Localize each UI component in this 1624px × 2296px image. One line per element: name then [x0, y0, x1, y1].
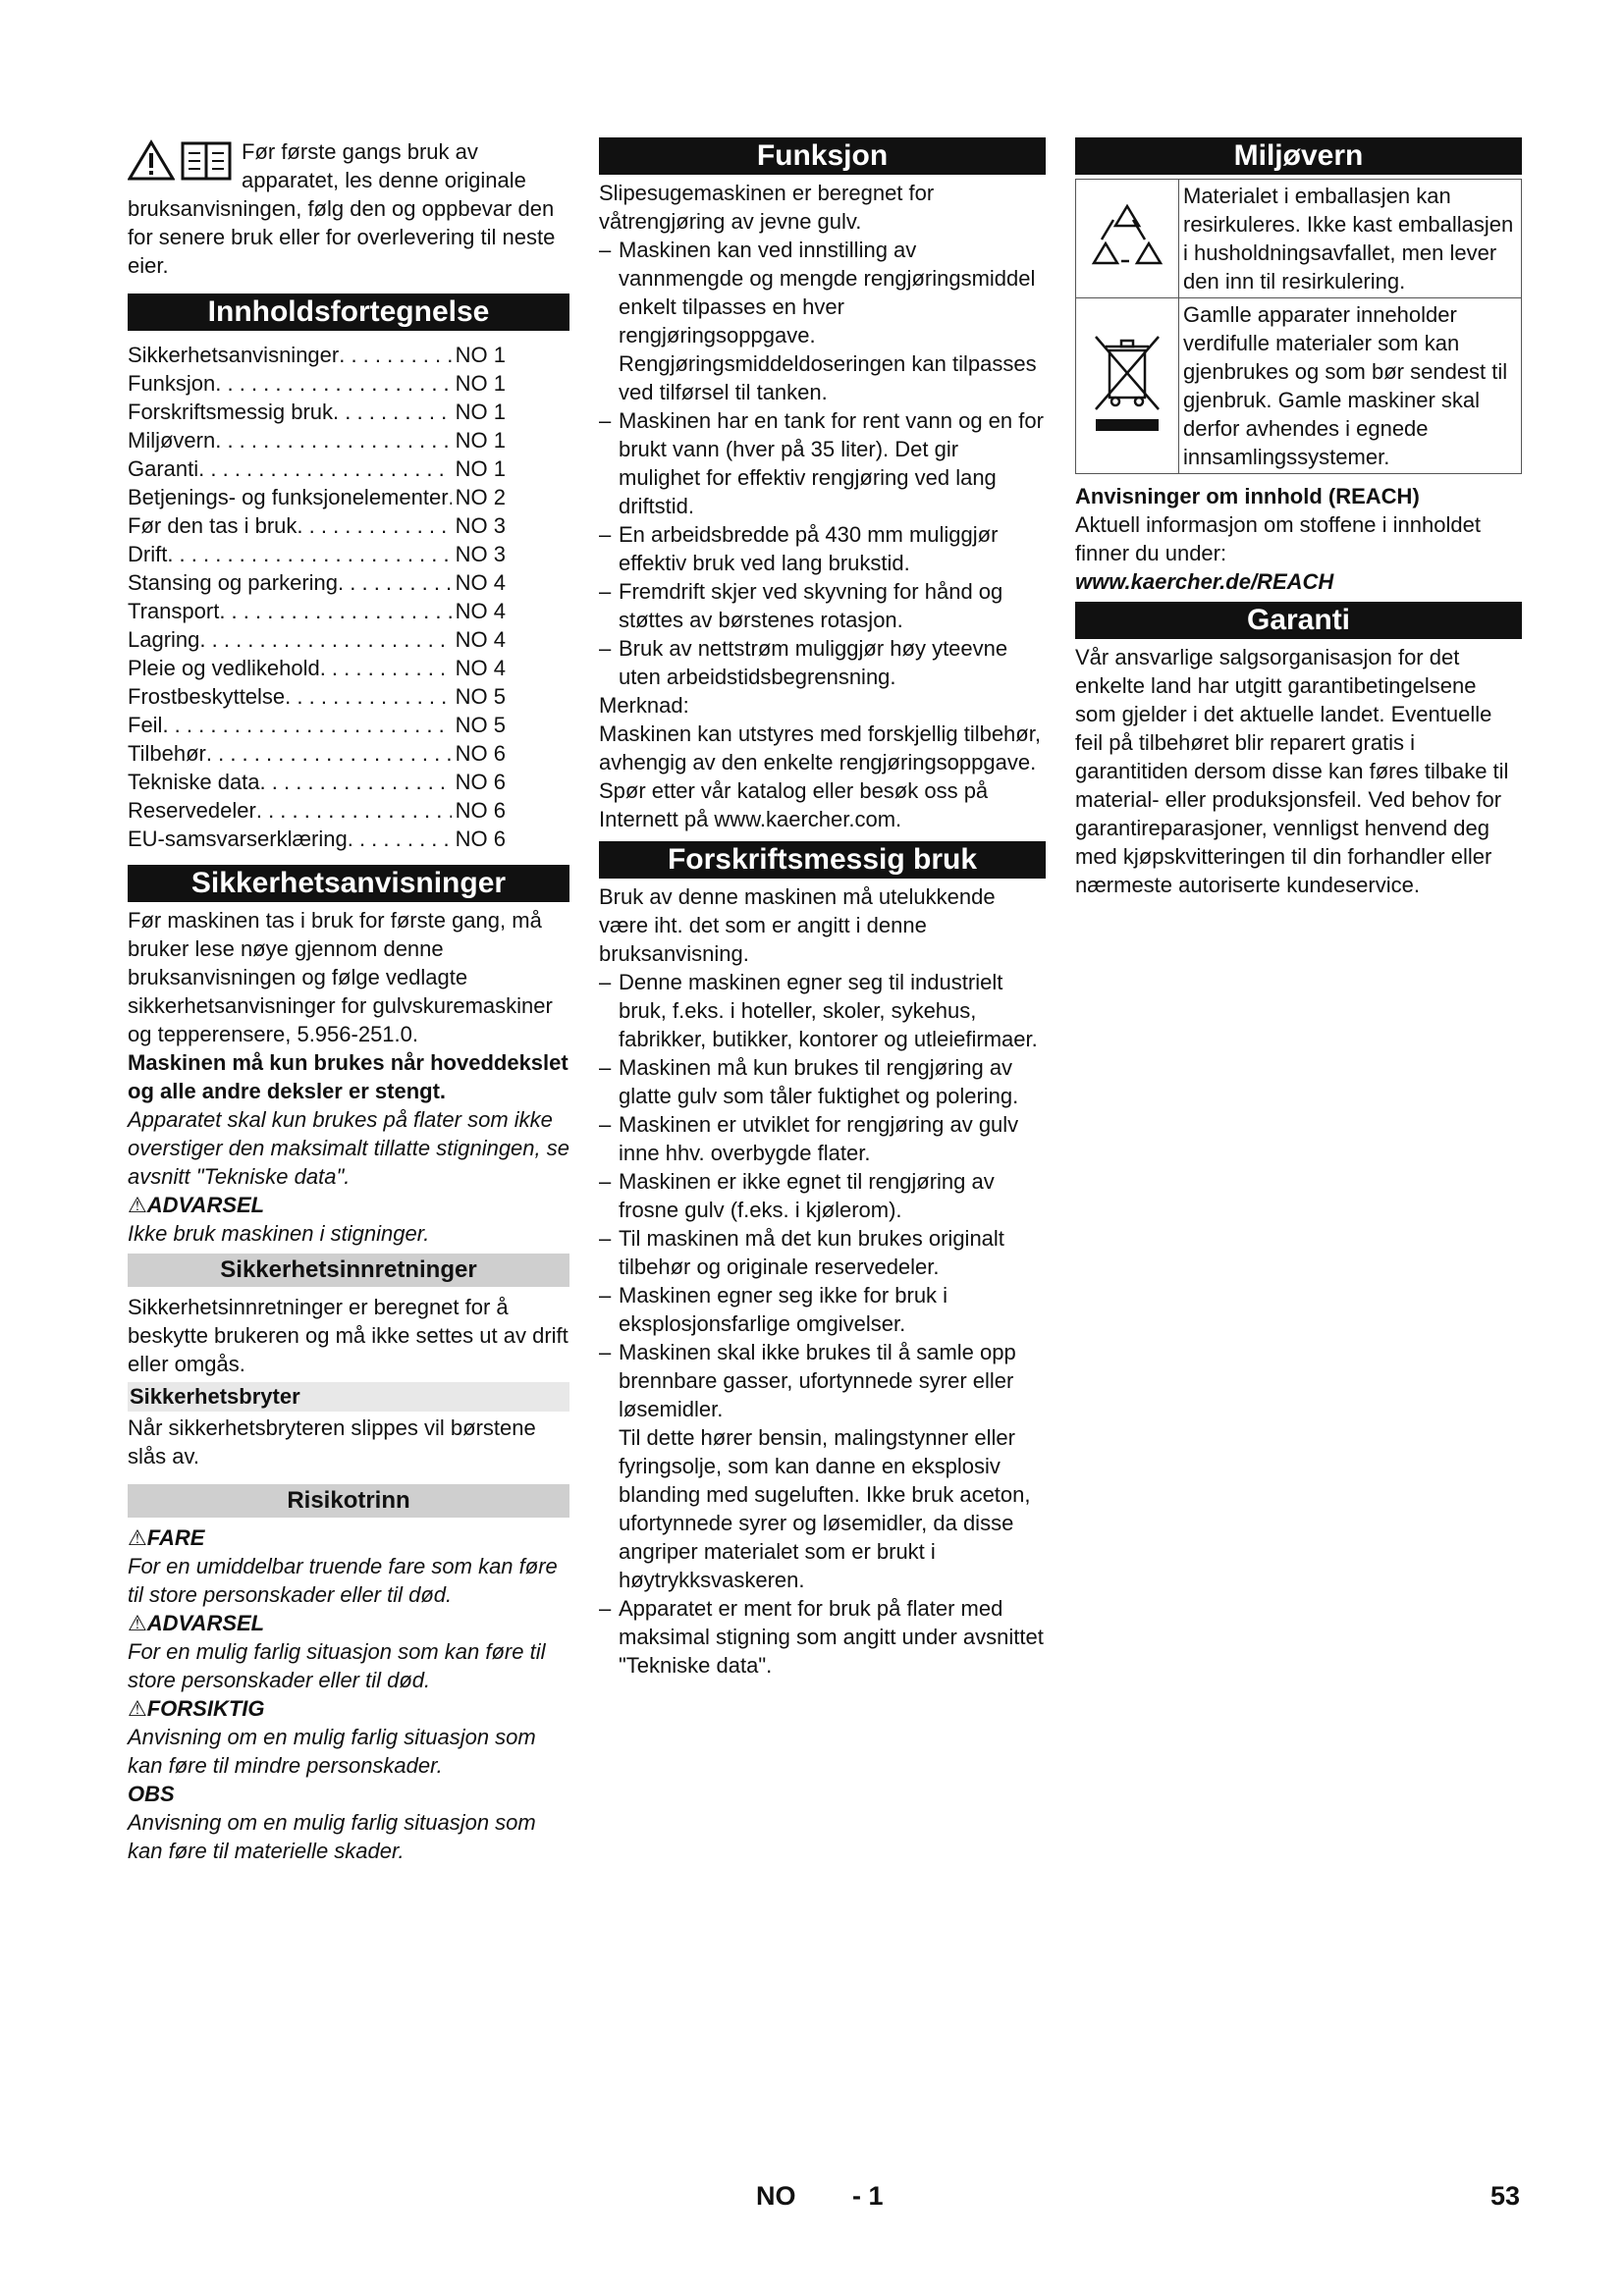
toc-item[interactable]: [128, 341, 506, 369]
weee-icon-cell: [1076, 298, 1179, 474]
intro-text: Før første gangs bruk av apparatet, les denne originale bruksanvisningen, følg den og oppbevar den for senere bruk eller for overlevering til neste eier.: [128, 139, 556, 278]
function-note-text: Maskinen kan utstyres med forskjellig tilbehør, avhengig av den enkelte rengjøringsoppgave.: [599, 721, 1041, 774]
toc-item-page: NO 6: [455, 827, 506, 851]
recycle-icon-cell: [1076, 180, 1179, 298]
toc-item-page: NO 6: [455, 741, 506, 766]
toc-item-title: Garanti: [128, 456, 199, 481]
weee-text: Gamlle apparater inneholder verdifulle materialer som kan gjenbrukes og som bør sendest til gjenbruk. Gamle maskiner skal derfor avhendes i egnede innsamlingssystemer.: [1179, 298, 1522, 474]
risk-heading: Risikotrinn: [128, 1484, 569, 1518]
toc-dot-leader: [260, 768, 452, 796]
toc-item[interactable]: [128, 739, 506, 768]
function-heading: Funksjon: [599, 137, 1046, 175]
list-item: – Til maskinen må det kun brukes originalt tilbehør og originale reservedeler.: [599, 1224, 1046, 1281]
toc-item[interactable]: [128, 768, 506, 796]
warning-small-icon: ⚠: [128, 1696, 147, 1721]
toc-item-page: NO 1: [455, 371, 506, 396]
column-left: [128, 137, 569, 1865]
toc-dot-leader: [198, 454, 451, 483]
warning-small-icon: ⚠: [128, 1193, 147, 1217]
toc-item-title: Før den tas i bruk: [128, 513, 298, 538]
toc-item-title: EU-samsvarserklæring: [128, 827, 348, 851]
toc-item[interactable]: [128, 654, 506, 682]
warranty-heading: Garanti: [1075, 602, 1522, 639]
list-item: – Maskinen må kun brukes til rengjøring av glatte gulv som tåler fuktighet og polering.: [599, 1053, 1046, 1110]
toc-heading: Innholdsfortegnelse: [128, 294, 569, 331]
toc-item-title: Tilbehør: [128, 741, 206, 766]
warning-small-icon: ⚠: [128, 1611, 147, 1635]
function-note-label: Merknad:: [599, 693, 689, 718]
toc-item[interactable]: [128, 483, 506, 511]
toc-item-title: Lagring: [128, 627, 200, 652]
function-bullets: [599, 236, 1046, 691]
toc-item-title: Betjenings- og funksjonelementer: [128, 485, 449, 509]
recycle-icon: [1088, 196, 1166, 275]
toc-item-title: Sikkerhetsanvisninger: [128, 343, 340, 367]
list-item: – Maskinen har en tank for rent vann og en for brukt vann (hver på 35 liter). Det gir mulighet for effektiv rengjøring ved lang driftstid.: [599, 406, 1046, 520]
toc-item-page: NO 3: [455, 542, 506, 566]
toc-dot-leader: [206, 739, 452, 768]
function-intro: Slipesugemaskinen er beregnet for våtrengjøring av jevne gulv.: [599, 181, 935, 234]
warning-triangle-icon: [128, 139, 175, 181]
toc-item-page: NO 1: [455, 343, 506, 367]
toc-dot-leader: [297, 511, 451, 540]
safety-switch-text: Når sikkerhetsbryteren slippes vil børstene slås av.: [128, 1415, 536, 1468]
toc-item[interactable]: [128, 511, 506, 540]
toc-item-title: Feil: [128, 713, 163, 737]
toc-item-page: NO 1: [455, 400, 506, 424]
toc-item-title: Funksjon: [128, 371, 216, 396]
toc-item[interactable]: [128, 625, 506, 654]
safety-bold-note: Maskinen må kun brukes når hoveddekslet og alle andre deksler er stengt.: [128, 1050, 568, 1103]
toc-item[interactable]: [128, 597, 506, 625]
toc-item-page: NO 6: [455, 770, 506, 794]
toc-dot-leader: [199, 625, 451, 654]
intro-block: [128, 137, 569, 280]
warranty-text: Vår ansvarlige salgsorganisasjon for det enkelte land har utgitt garantibetingelsene som gjelder i det aktuelle landet. Eventuelle feil på tilbehøret blir reparert gratis i garantitiden dersom disse kan føres tilbake til material- eller produksjonsfeil. Ved behov for garantireparasjoner, vennligst henvend deg med kjøpskvitteringen til din forhandler eller nærmeste autoriserte kundeservice.: [1075, 645, 1509, 897]
risk-levels: [128, 1523, 569, 1865]
toc-item-title: Pleie og vedlikehold: [128, 656, 320, 680]
toc-item-page: NO 4: [455, 656, 506, 680]
toc-dot-leader: [167, 540, 451, 568]
safety-devices-heading: Sikkerhetsinnretninger: [128, 1254, 569, 1287]
warning-small-icon: ⚠: [128, 1525, 147, 1550]
toc-item[interactable]: [128, 682, 506, 711]
toc-dot-leader: [348, 825, 452, 853]
toc-dot-leader: [215, 369, 451, 398]
list-item: – Maskinen kan ved innstilling av vannmengde og mengde rengjøringsmiddel enkelt tilpasses en hver rengjøringsoppgave. Rengjøringsmiddeldoseringen kan tilpasses ved tilførsel til tanken.: [599, 236, 1046, 406]
toc-item-title: Forskriftsmessig bruk: [128, 400, 334, 424]
toc-item-page: NO 4: [455, 570, 506, 595]
toc-item-title: Stansing og parkering: [128, 570, 339, 595]
toc-dot-leader: [285, 682, 451, 711]
toc-item-title: Reservedeler: [128, 798, 256, 823]
risk-level-text: For en umiddelbar truende fare som kan føre til store personskader eller til død.: [128, 1554, 558, 1607]
toc-list: [128, 341, 506, 853]
risk-level-label: ⚠ADVARSEL: [128, 1611, 265, 1635]
intended-use-heading: Forskriftsmessig bruk: [599, 841, 1046, 879]
list-item: – Denne maskinen egner seg til industrielt bruk, f.eks. i hoteller, skoler, sykehus, fabrikker, butikker, kontorer og utleiefirmaer.: [599, 968, 1046, 1053]
list-item: – Maskinen er utviklet for rengjøring av gulv inne hhv. overbygde flater.: [599, 1110, 1046, 1167]
toc-item[interactable]: [128, 796, 506, 825]
toc-item[interactable]: [128, 568, 506, 597]
toc-dot-leader: [215, 426, 451, 454]
toc-item[interactable]: [128, 711, 506, 739]
toc-item-page: NO 4: [455, 599, 506, 623]
crossed-bin-icon: [1088, 329, 1166, 437]
risk-level-text: For en mulig farlig situasjon som kan føre til store personskader eller til død.: [128, 1639, 546, 1692]
toc-item[interactable]: [128, 825, 506, 853]
toc-dot-leader: [339, 341, 451, 369]
function-catalog-text: Spør etter vår katalog eller besøk oss på Internett på www.kaercher.com.: [599, 778, 989, 831]
toc-dot-leader: [320, 654, 452, 682]
column-right: [1075, 137, 1522, 899]
list-item: – Maskinen egner seg ikke for bruk i eksplosjonsfarlige omgivelser.: [599, 1281, 1046, 1338]
toc-dot-leader: [219, 597, 451, 625]
intended-use-intro: Bruk av denne maskinen må utelukkende være iht. det som er angitt i denne bruksanvisning.: [599, 884, 996, 966]
toc-item-title: Frostbeskyttelse: [128, 684, 286, 709]
risk-level-label: ⚠FORSIKTIG: [128, 1696, 265, 1721]
toc-item-page: NO 1: [455, 428, 506, 453]
manual-book-icon: [181, 139, 232, 181]
toc-item-page: NO 6: [455, 798, 506, 823]
toc-item-page: NO 5: [455, 684, 506, 709]
environment-table: [1075, 179, 1522, 474]
safety-switch-heading: Sikkerhetsbryter: [128, 1382, 569, 1412]
safety-devices-text: Sikkerhetsinnretninger er beregnet for å beskytte brukeren og må ikke settes ut av drift eller omgås.: [128, 1295, 568, 1376]
list-item: – Maskinen er ikke egnet til rengjøring av frosne gulv (f.eks. i kjølerom).: [599, 1167, 1046, 1224]
list-item: – Bruk av nettstrøm muliggjør høy yteevne uten arbeidstidsbegrensning.: [599, 634, 1046, 691]
toc-item-title: Transport: [128, 599, 220, 623]
column-middle: [599, 137, 1046, 1680]
list-item: – En arbeidsbredde på 430 mm muliggjør effektiv bruk ved lang brukstid.: [599, 520, 1046, 577]
toc-item-page: NO 3: [455, 513, 506, 538]
intended-use-bullets: [599, 968, 1046, 1680]
toc-item[interactable]: [128, 369, 506, 398]
toc-item-title: Tekniske data: [128, 770, 260, 794]
risk-level-label: OBS: [128, 1782, 175, 1806]
toc-item-page: NO 4: [455, 627, 506, 652]
toc-dot-leader: [256, 796, 452, 825]
toc-item[interactable]: [128, 540, 506, 568]
environment-heading: Miljøvern: [1075, 137, 1522, 175]
toc-item[interactable]: [128, 426, 506, 454]
toc-item-title: Miljøvern: [128, 428, 216, 453]
toc-item-title: Drift: [128, 542, 168, 566]
safety-heading: Sikkerhetsanvisninger: [128, 865, 569, 902]
reach-heading: Anvisninger om innhold (REACH): [1075, 484, 1420, 508]
list-item: – Maskinen skal ikke brukes til å samle opp brennbare gasser, ufortynnede syrer eller løsemidler. Til dette hører bensin, malingstynner eller fyringsolje, som kan danne en eksplosiv blanding med sugeluften. Ikke bruk aceton, ufortynnede syrer og løsemidler, da disse angriper materialet som er brukt i høytrykksvaskeren.: [599, 1338, 1046, 1594]
reach-text: Aktuell informasjon om stoffene i innholdet finner du under:: [1075, 512, 1481, 565]
list-item: – Apparatet er ment for bruk på flater med maksimal stigning som angitt under avsnittet "Tekniske data".: [599, 1594, 1046, 1680]
recycle-text: Materialet i emballasjen kan resirkuleres. Ikke kast emballasjen i husholdningsavfallet, men lever den inn til resirkulering.: [1179, 180, 1522, 298]
risk-level-label: ⚠FARE: [128, 1525, 205, 1550]
toc-item[interactable]: [128, 398, 506, 426]
toc-item[interactable]: [128, 454, 506, 483]
toc-dot-leader: [162, 711, 451, 739]
footer-section: - 1: [852, 2181, 884, 2211]
toc-item-page: NO 5: [455, 713, 506, 737]
reach-link[interactable]: www.kaercher.de/REACH: [1075, 569, 1334, 594]
risk-level-text: Anvisning om en mulig farlig situasjon som kan føre til mindre personskader.: [128, 1725, 536, 1778]
toc-item-page: NO 2: [455, 485, 506, 509]
safety-warning-label: ⚠ADVARSEL: [128, 1193, 265, 1217]
toc-dot-leader: [333, 398, 452, 426]
intro-icons: [128, 137, 236, 183]
page-number: 53: [1490, 2181, 1521, 2211]
toc-dot-leader: [338, 568, 452, 597]
safety-intro: Før maskinen tas i bruk for første gang, må bruker lese nøye gjennom denne bruksanvisningen og følge vedlagte sikkerhetsanvisninger for gulvskuremaskiner og tepperensere, 5.956-251.0.: [128, 908, 553, 1046]
list-item: – Fremdrift skjer ved skyvning for hånd og støttes av børstenes rotasjon.: [599, 577, 1046, 634]
safety-italic-note: Apparatet skal kun brukes på flater som ikke overstiger den maksimalt tillatte stigningen, se avsnitt "Tekniske data".: [128, 1107, 569, 1189]
safety-warning-text: Ikke bruk maskinen i stigninger.: [128, 1221, 430, 1246]
toc-item-page: NO 1: [455, 456, 506, 481]
footer-lang: NO: [756, 2181, 796, 2211]
risk-level-text: Anvisning om en mulig farlig situasjon som kan føre til materielle skader.: [128, 1810, 536, 1863]
